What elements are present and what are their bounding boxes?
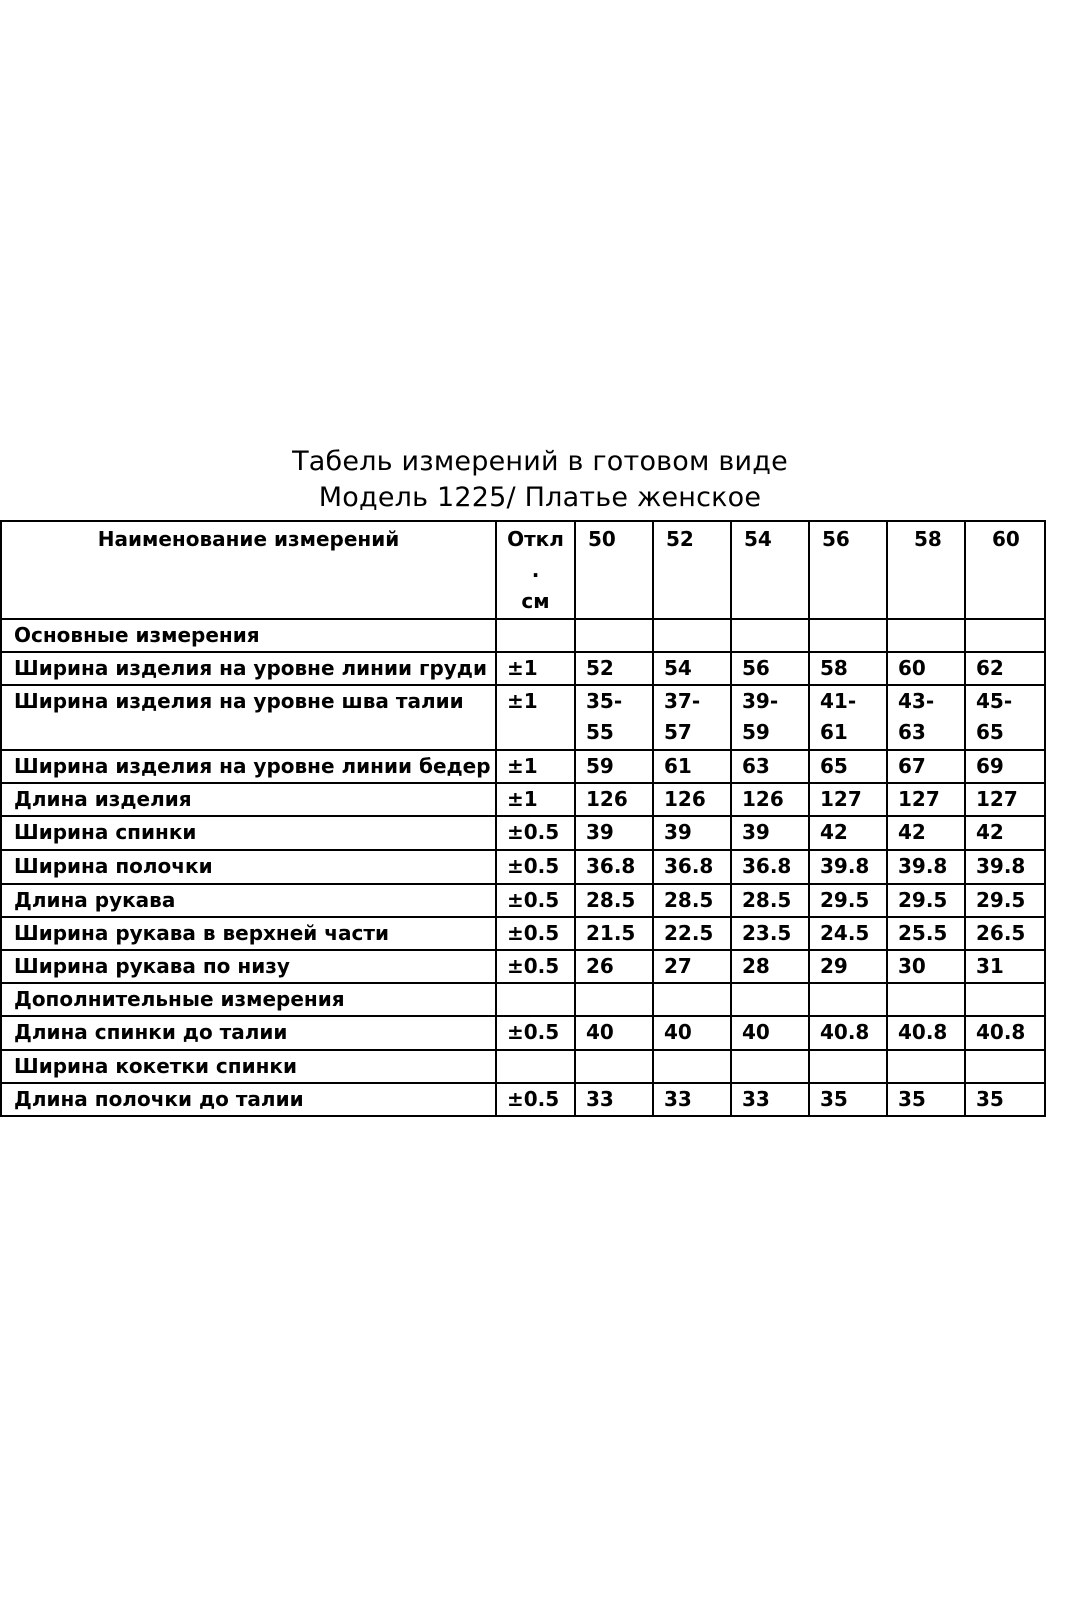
size-value-cell: 42 [965, 816, 1045, 850]
table-row [1, 1050, 1045, 1083]
header-deviation-line-2: . [531, 558, 540, 582]
measurement-name: Длина рукава [1, 884, 496, 917]
size-value-cell: 42 [887, 816, 965, 850]
size-value-cell: 126 [653, 783, 731, 816]
size-value-cell: 29.5 [887, 884, 965, 917]
size-value-cell [653, 685, 731, 750]
size-value-cell: 126 [731, 783, 809, 816]
header-size: 50 [575, 521, 653, 619]
size-value-cell: 31 [965, 950, 1045, 983]
deviation-cell: ±0.5 [496, 850, 575, 884]
deviation-cell: ±1 [496, 750, 575, 783]
size-value-part: 63 [898, 720, 926, 744]
table-row [1, 983, 1045, 1016]
size-value-cell: 69 [965, 750, 1045, 783]
size-value-cell: 23.5 [731, 917, 809, 950]
size-value-cell [887, 685, 965, 750]
size-value-cell [731, 619, 809, 652]
size-value-cell [653, 1050, 731, 1083]
size-value-cell: 67 [887, 750, 965, 783]
size-value-cell [575, 685, 653, 750]
size-value-cell [887, 1050, 965, 1083]
table-row [1, 652, 1045, 685]
size-value-cell: 33 [731, 1083, 809, 1116]
size-value-cell: 35 [809, 1083, 887, 1116]
size-value-cell [731, 983, 809, 1016]
table-row [1, 950, 1045, 983]
measurement-name: Длина полочки до талии [1, 1083, 496, 1116]
table-header-row [1, 521, 1045, 619]
size-value-cell [887, 983, 965, 1016]
size-value-cell: 39.8 [887, 850, 965, 884]
table-row [1, 750, 1045, 783]
size-value-cell: 30 [887, 950, 965, 983]
deviation-cell [496, 619, 575, 652]
size-value-cell: 21.5 [575, 917, 653, 950]
size-value-cell: 40.8 [809, 1016, 887, 1050]
size-value-cell: 40.8 [887, 1016, 965, 1050]
size-value-cell: 33 [575, 1083, 653, 1116]
size-value-cell: 56 [731, 652, 809, 685]
deviation-cell [496, 983, 575, 1016]
size-value-cell [809, 685, 887, 750]
size-value-cell [731, 1050, 809, 1083]
size-value-cell [575, 983, 653, 1016]
size-value-part: 57 [664, 720, 692, 744]
size-value-cell: 40 [653, 1016, 731, 1050]
size-value-cell: 33 [653, 1083, 731, 1116]
measurement-name: Длина спинки до талии [1, 1016, 496, 1050]
deviation-cell [496, 1050, 575, 1083]
size-value-cell: 52 [575, 652, 653, 685]
measurement-name: Ширина спинки [1, 816, 496, 850]
size-value-part: 65 [976, 720, 1004, 744]
measurement-name: Длина изделия [1, 783, 496, 816]
table-row [1, 619, 1045, 652]
measurement-name: Ширина изделия на уровне линии бедер [1, 750, 496, 783]
size-value-cell [809, 1050, 887, 1083]
size-value-cell [809, 983, 887, 1016]
size-value-cell: 39 [575, 816, 653, 850]
size-value-cell: 29.5 [965, 884, 1045, 917]
deviation-cell: ±0.5 [496, 1083, 575, 1116]
deviation-cell: ±0.5 [496, 1016, 575, 1050]
header-size: 52 [653, 521, 731, 619]
deviation-cell: ±0.5 [496, 884, 575, 917]
size-value-cell: 54 [653, 652, 731, 685]
measurements-table [0, 520, 1046, 1117]
size-value-cell [965, 685, 1045, 750]
size-value-cell: 36.8 [731, 850, 809, 884]
size-value-cell: 127 [887, 783, 965, 816]
table-row [1, 884, 1045, 917]
size-value-cell: 36.8 [653, 850, 731, 884]
size-value-part: 43- [898, 689, 935, 713]
table-row [1, 1083, 1045, 1116]
size-value-cell [731, 685, 809, 750]
title-line-2: Модель 1225/ Платье женское [318, 482, 762, 513]
size-value-cell: 126 [575, 783, 653, 816]
size-value-cell: 25.5 [887, 917, 965, 950]
measurement-name: Ширина рукава по низу [1, 950, 496, 983]
size-value-cell: 61 [653, 750, 731, 783]
size-value-cell: 127 [809, 783, 887, 816]
header-size: 60 [965, 521, 1045, 619]
header-deviation-line-1: Откл [507, 527, 564, 551]
measurement-name: Ширина рукава в верхней части [1, 917, 496, 950]
size-value-cell: 22.5 [653, 917, 731, 950]
size-value-cell: 59 [575, 750, 653, 783]
size-value-cell: 28.5 [653, 884, 731, 917]
size-value-part: 59 [742, 720, 770, 744]
size-value-cell [965, 619, 1045, 652]
size-value-cell: 35 [887, 1083, 965, 1116]
size-value-cell [809, 619, 887, 652]
size-value-cell: 39 [653, 816, 731, 850]
deviation-cell: ±1 [496, 652, 575, 685]
size-value-cell [575, 619, 653, 652]
document-title [0, 444, 1066, 516]
measurement-name: Ширина изделия на уровне линии груди [1, 652, 496, 685]
size-value-cell: 39 [731, 816, 809, 850]
size-value-cell: 58 [809, 652, 887, 685]
size-value-cell: 24.5 [809, 917, 887, 950]
size-value-cell: 26.5 [965, 917, 1045, 950]
measurement-name: Дополнительные измерения [1, 983, 496, 1016]
header-size: 56 [809, 521, 887, 619]
deviation-cell: ±1 [496, 783, 575, 816]
size-value-cell: 60 [887, 652, 965, 685]
size-value-cell: 127 [965, 783, 1045, 816]
header-size: 54 [731, 521, 809, 619]
size-value-cell [653, 619, 731, 652]
measurement-name: Ширина полочки [1, 850, 496, 884]
size-value-cell: 62 [965, 652, 1045, 685]
header-size: 58 [887, 521, 965, 619]
size-value-cell: 65 [809, 750, 887, 783]
size-value-cell: 29.5 [809, 884, 887, 917]
size-value-cell: 42 [809, 816, 887, 850]
size-value-cell [965, 983, 1045, 1016]
table-row [1, 816, 1045, 850]
table-row [1, 850, 1045, 884]
size-value-cell: 39.8 [965, 850, 1045, 884]
size-value-cell [653, 983, 731, 1016]
deviation-cell: ±0.5 [496, 917, 575, 950]
header-deviation-line-3: см [521, 589, 550, 613]
size-value-cell: 28.5 [575, 884, 653, 917]
deviation-cell: ±0.5 [496, 950, 575, 983]
size-value-part: 41- [820, 689, 857, 713]
size-value-cell: 39.8 [809, 850, 887, 884]
header-name: Наименование измерений [1, 521, 496, 619]
table-row [1, 783, 1045, 816]
size-value-cell: 28 [731, 950, 809, 983]
size-value-cell: 35 [965, 1083, 1045, 1116]
measurement-name: Ширина изделия на уровне шва талии [1, 685, 496, 750]
deviation-cell: ±0.5 [496, 816, 575, 850]
size-value-cell: 28.5 [731, 884, 809, 917]
size-value-part: 35- [586, 689, 623, 713]
size-value-part: 37- [664, 689, 701, 713]
size-value-cell [887, 619, 965, 652]
size-value-cell: 40.8 [965, 1016, 1045, 1050]
size-value-cell: 27 [653, 950, 731, 983]
size-value-part: 55 [586, 720, 614, 744]
measurement-name: Основные измерения [1, 619, 496, 652]
size-value-cell: 29 [809, 950, 887, 983]
header-deviation [496, 521, 575, 619]
size-value-cell: 40 [575, 1016, 653, 1050]
deviation-cell: ±1 [496, 685, 575, 750]
title-line-1: Табель измерений в готовом виде [292, 446, 788, 477]
size-value-part: 61 [820, 720, 848, 744]
size-value-cell [575, 1050, 653, 1083]
size-value-cell: 63 [731, 750, 809, 783]
table-row [1, 917, 1045, 950]
size-value-part: 45- [976, 689, 1013, 713]
size-value-cell: 36.8 [575, 850, 653, 884]
size-value-cell: 40 [731, 1016, 809, 1050]
measurement-name: Ширина кокетки спинки [1, 1050, 496, 1083]
size-value-part: 39- [742, 689, 779, 713]
size-value-cell [965, 1050, 1045, 1083]
table-row [1, 685, 1045, 750]
size-value-cell: 26 [575, 950, 653, 983]
table-row [1, 1016, 1045, 1050]
